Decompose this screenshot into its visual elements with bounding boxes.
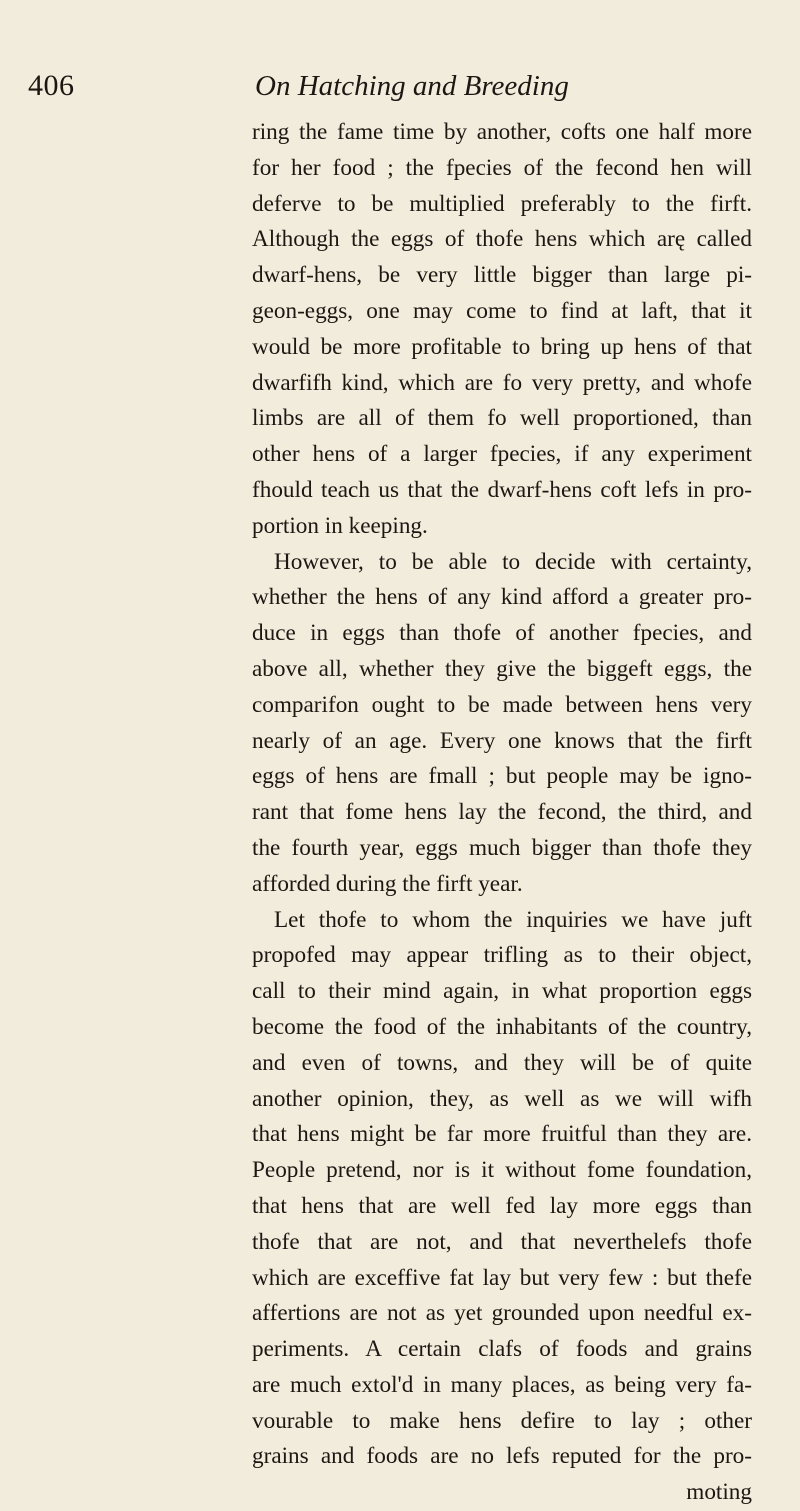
text-line: vourable to make hens defire to lay ; other — [252, 1407, 752, 1434]
text-line: propofed may appear trifling as to their object, — [252, 942, 752, 969]
page-header — [0, 66, 800, 110]
text-line: duce in eggs than thofe of another fpecies, and — [252, 620, 752, 647]
text-line: nearly of an age. Every one knows that the firft — [252, 727, 752, 754]
text-line: deferve to be multiplied preferably to the firft. — [252, 190, 752, 217]
catchword: moting — [686, 1479, 752, 1506]
text-line: People pretend, nor is it without fome foundation, — [252, 1157, 752, 1184]
text-line: periments. A certain clafs of foods and grains — [252, 1336, 752, 1363]
body-text — [252, 115, 752, 1511]
text-line: another opinion, they, as well as we will wifh — [252, 1085, 752, 1112]
text-line: affertions are not as yet grounded upon needful ex- — [252, 1300, 752, 1327]
text-line: thofe that are not, and that neverthelefs thofe — [252, 1228, 752, 1255]
text-line: that hens that are well fed lay more eggs than — [252, 1192, 752, 1219]
text-line: and even of towns, and they will be of quite — [252, 1049, 752, 1076]
text-line: grains and foods are no lefs reputed for the pro- — [252, 1443, 752, 1470]
text-line: other hens of a larger fpecies, if any experiment — [252, 441, 752, 468]
text-line: above all, whether they give the biggeft eggs, the — [252, 655, 752, 682]
text-line: ring the fame time by another, cofts one half more — [252, 119, 752, 145]
text-line: rant that fome hens lay the fecond, the third, and — [252, 799, 752, 826]
text-line: whether the hens of any kind afford a greater pro- — [252, 584, 752, 611]
text-line: Although the eggs of thofe hens which arę called — [252, 226, 752, 253]
text-line: fhould teach us that the dwarf-hens coft lefs in pro- — [252, 476, 752, 503]
running-head: On Hatching and Breeding — [255, 70, 569, 102]
text-line: However, to be able to decide with certainty, — [274, 548, 752, 575]
text-line: would be more profitable to bring up hens of that — [252, 333, 752, 360]
text-line: that hens might be far more fruitful than they are. — [252, 1121, 752, 1148]
text-line: eggs of hens are fmall ; but people may be igno- — [252, 763, 752, 790]
page-number: 406 — [28, 69, 75, 102]
text-line: are much extol'd in many places, as being very fa- — [252, 1371, 752, 1398]
text-line: which are exceffive fat lay but very few : but thefe — [252, 1264, 752, 1291]
text-line: geon-eggs, one may come to find at laft, that it — [252, 297, 752, 324]
text-line: dwarfifh kind, which are fo very pretty, and whofe — [252, 369, 752, 396]
text-line: afforded during the firft year. — [252, 870, 523, 897]
text-line: portion in keeping. — [252, 512, 428, 539]
text-line: dwarf-hens, be very little bigger than large pi- — [252, 262, 752, 289]
text-line: comparifon ought to be made between hens very — [252, 691, 752, 718]
text-line: call to their mind again, in what proportion eggs — [252, 978, 752, 1005]
text-line: Let thofe to whom the inquiries we have juft — [274, 906, 752, 933]
text-line: for her food ; the fpecies of the fecond hen will — [252, 154, 752, 181]
text-line: become the food of the inhabitants of the country, — [252, 1013, 752, 1040]
text-line: the fourth year, eggs much bigger than thofe they — [252, 834, 752, 861]
text-line: limbs are all of them fo well proportioned, than — [252, 405, 752, 432]
